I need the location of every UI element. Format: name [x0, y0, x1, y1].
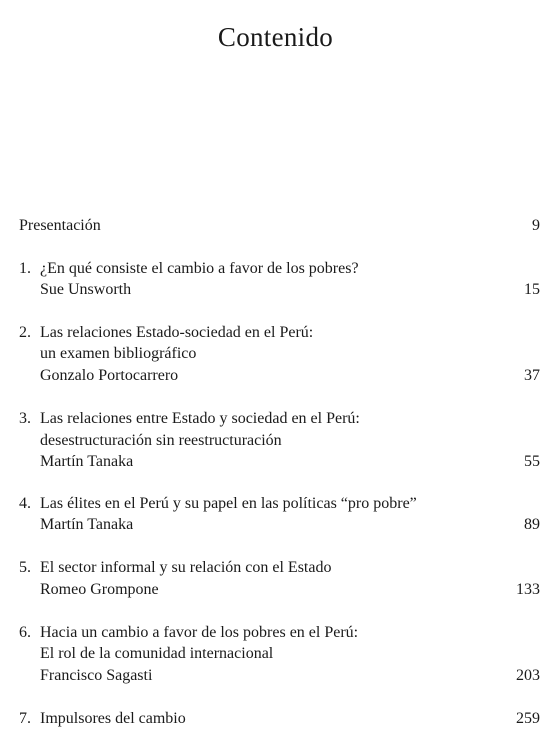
- toc-entry-title-line: Las élites en el Perú y su papel en las políticas “pro pobre”: [40, 495, 417, 512]
- toc-entry-page: 9: [532, 217, 540, 234]
- toc-entry-title-line: un examen bibliográfico: [40, 345, 197, 362]
- toc-entry-page: 15: [524, 281, 540, 298]
- toc-entry-number: 5.: [19, 559, 31, 576]
- toc-entry-author: Romeo Grompone: [40, 581, 159, 598]
- toc-entry-number: 7.: [19, 710, 31, 727]
- toc-entry-page: 259: [516, 710, 540, 727]
- toc-entry-title-line: Las relaciones entre Estado y sociedad en el Perú:: [40, 410, 360, 427]
- toc-entry-title-line: El rol de la comunidad internacional: [40, 645, 274, 662]
- toc-entry-title: Presentación: [19, 217, 101, 234]
- toc-entry-page: 55: [524, 453, 540, 470]
- toc-entry-title-line: El sector informal y su relación con el Estado: [40, 559, 332, 576]
- toc-entry-author: Francisco Sagasti: [40, 667, 153, 684]
- toc-entry-number: 2.: [19, 324, 31, 341]
- page-title: Contenido: [217, 22, 334, 52]
- toc-entry-title-line: ¿En qué consiste el cambio a favor de los pobres?: [40, 260, 359, 277]
- toc-entry-author: Sue Unsworth: [40, 281, 132, 298]
- toc-entry-title-line: Impulsores del cambio: [40, 710, 186, 727]
- toc-entry-title-line: Las relaciones Estado-sociedad en el Perú:: [40, 324, 314, 341]
- toc-entry-page: 133: [516, 581, 540, 598]
- toc-entry-number: 6.: [19, 624, 31, 641]
- toc-entry-page: 203: [516, 667, 540, 684]
- toc-entry-author: Martín Tanaka: [40, 453, 134, 470]
- toc-entry-number: 3.: [19, 410, 31, 427]
- toc-entry-page: 89: [524, 516, 540, 533]
- toc-entry-author: Gonzalo Portocarrero: [40, 367, 179, 384]
- toc-entry-number: 4.: [19, 495, 31, 512]
- toc-entry-author: Martín Tanaka: [40, 516, 134, 533]
- toc-entry-number: 1.: [19, 260, 31, 277]
- toc-entry-title-line: Hacia un cambio a favor de los pobres en el Perú:: [40, 624, 359, 641]
- toc-entry-title-line: desestructuración sin reestructuración: [40, 432, 282, 449]
- toc-entry-page: 37: [524, 367, 540, 384]
